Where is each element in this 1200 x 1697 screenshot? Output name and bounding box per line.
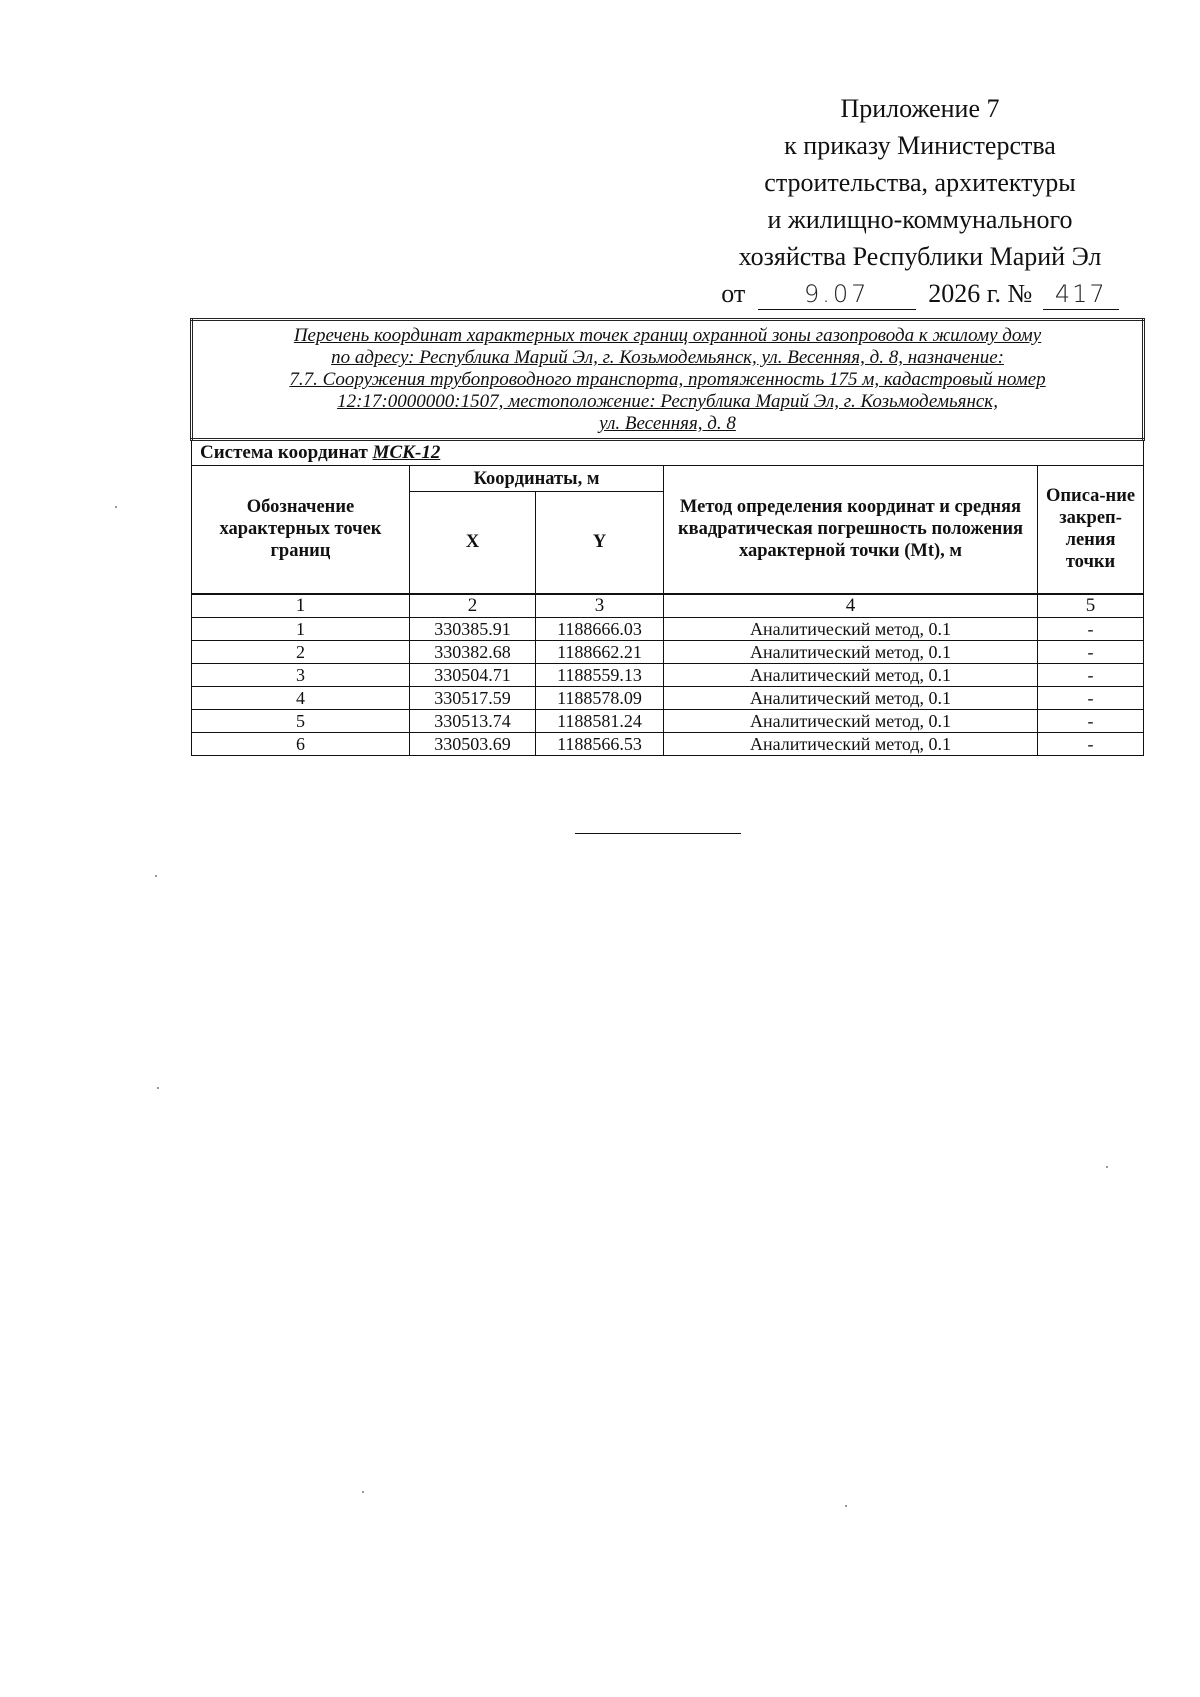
table-row xyxy=(192,640,1144,663)
title-line: 12:17:0000000:1507, местоположение: Республика Марий Эл, г. Козьмодемьянск, xyxy=(337,391,998,412)
scan-speck xyxy=(362,1491,364,1493)
cell-y: 1188666.03 xyxy=(536,617,664,640)
cell-description: - xyxy=(1038,686,1144,709)
header-line: строительства, архитектуры xyxy=(764,168,1076,197)
cell-point: 5 xyxy=(192,709,410,732)
cell-description: - xyxy=(1038,640,1144,663)
title-line: по адресу: Республика Марий Эл, г. Козьмодемьянск, ул. Весенняя, д. 8, назначение: xyxy=(331,347,1004,368)
from-label: от xyxy=(721,279,746,308)
cell-point: 1 xyxy=(192,617,410,640)
cell-method: Аналитический метод, 0.1 xyxy=(664,709,1038,732)
cell-method: Аналитический метод, 0.1 xyxy=(664,686,1038,709)
coordinate-system-name: МСК-12 xyxy=(372,442,441,463)
column-number: 2 xyxy=(410,594,536,618)
table-row xyxy=(192,709,1144,732)
table-row xyxy=(192,732,1144,755)
header-y: Y xyxy=(536,492,664,594)
cell-x: 330513.74 xyxy=(410,709,536,732)
header-line: к приказу Министерства xyxy=(784,131,1056,160)
cell-method: Аналитический метод, 0.1 xyxy=(664,663,1038,686)
cell-x: 330504.71 xyxy=(410,663,536,686)
scan-speck xyxy=(155,875,157,877)
title-line: Перечень координат характерных точек границ охранной зоны газопровода к жилому дому xyxy=(293,325,1042,346)
cell-method: Аналитический метод, 0.1 xyxy=(664,732,1038,755)
cell-point: 6 xyxy=(192,732,410,755)
table-title xyxy=(192,320,1144,440)
header-x: X xyxy=(410,492,536,594)
cell-y: 1188578.09 xyxy=(536,686,664,709)
year-number-label: 2026 г. № xyxy=(928,279,1033,308)
scan-speck xyxy=(157,1087,159,1089)
column-number: 3 xyxy=(536,594,664,618)
cell-point: 4 xyxy=(192,686,410,709)
coordinate-system-row xyxy=(192,440,1144,466)
header-line: и жилищно-коммунального xyxy=(767,205,1073,234)
header-line: Приложение 7 xyxy=(840,94,1000,123)
column-number: 4 xyxy=(664,594,1038,618)
cell-description: - xyxy=(1038,617,1144,640)
scan-speck xyxy=(845,1505,847,1507)
cell-y: 1188559.13 xyxy=(536,663,664,686)
header-point: Обозначение характерных точек границ xyxy=(192,466,410,594)
table-row xyxy=(192,686,1144,709)
coordinates-table xyxy=(190,318,1145,756)
table-row xyxy=(192,663,1144,686)
cell-description: - xyxy=(1038,663,1144,686)
scan-speck xyxy=(1106,1166,1108,1168)
title-line: 7.7. Сооружения трубопроводного транспорта, протяженность 175 м, кадастровый номер xyxy=(289,369,1046,390)
cell-method: Аналитический метод, 0.1 xyxy=(664,640,1038,663)
cell-y: 1188566.53 xyxy=(536,732,664,755)
cell-description: - xyxy=(1038,709,1144,732)
cell-x: 330517.59 xyxy=(410,686,536,709)
cell-x: 330385.91 xyxy=(410,617,536,640)
cell-method: Аналитический метод, 0.1 xyxy=(664,617,1038,640)
table-row xyxy=(192,617,1144,640)
cell-x: 330382.68 xyxy=(410,640,536,663)
handwritten-order-number: 417 xyxy=(1043,279,1119,310)
cell-description: - xyxy=(1038,732,1144,755)
coordinates-table-wrap xyxy=(190,318,1142,756)
header-coordinates: Координаты, м xyxy=(410,466,664,492)
closing-rule xyxy=(575,833,741,834)
cell-y: 1188581.24 xyxy=(536,709,664,732)
column-number: 5 xyxy=(1038,594,1144,618)
order-date-number-line xyxy=(600,275,1200,312)
column-number-row xyxy=(192,594,1144,618)
column-number: 1 xyxy=(192,594,410,618)
cell-y: 1188662.21 xyxy=(536,640,664,663)
handwritten-date: 9.07 xyxy=(758,279,916,310)
coordinate-system-label: Система координат xyxy=(200,442,368,463)
cell-point: 3 xyxy=(192,663,410,686)
header-method: Метод определения координат и средняя квадратическая погрешность положения характерной точки (Mt), м xyxy=(664,466,1038,594)
header-line: хозяйства Республики Марий Эл xyxy=(738,242,1102,271)
cell-point: 2 xyxy=(192,640,410,663)
appendix-header xyxy=(600,90,1200,312)
header-description: Описа-ние закреп-ления точки xyxy=(1038,466,1144,594)
cell-x: 330503.69 xyxy=(410,732,536,755)
scan-speck xyxy=(115,506,117,508)
title-line: ул. Весенняя, д. 8 xyxy=(599,413,736,434)
